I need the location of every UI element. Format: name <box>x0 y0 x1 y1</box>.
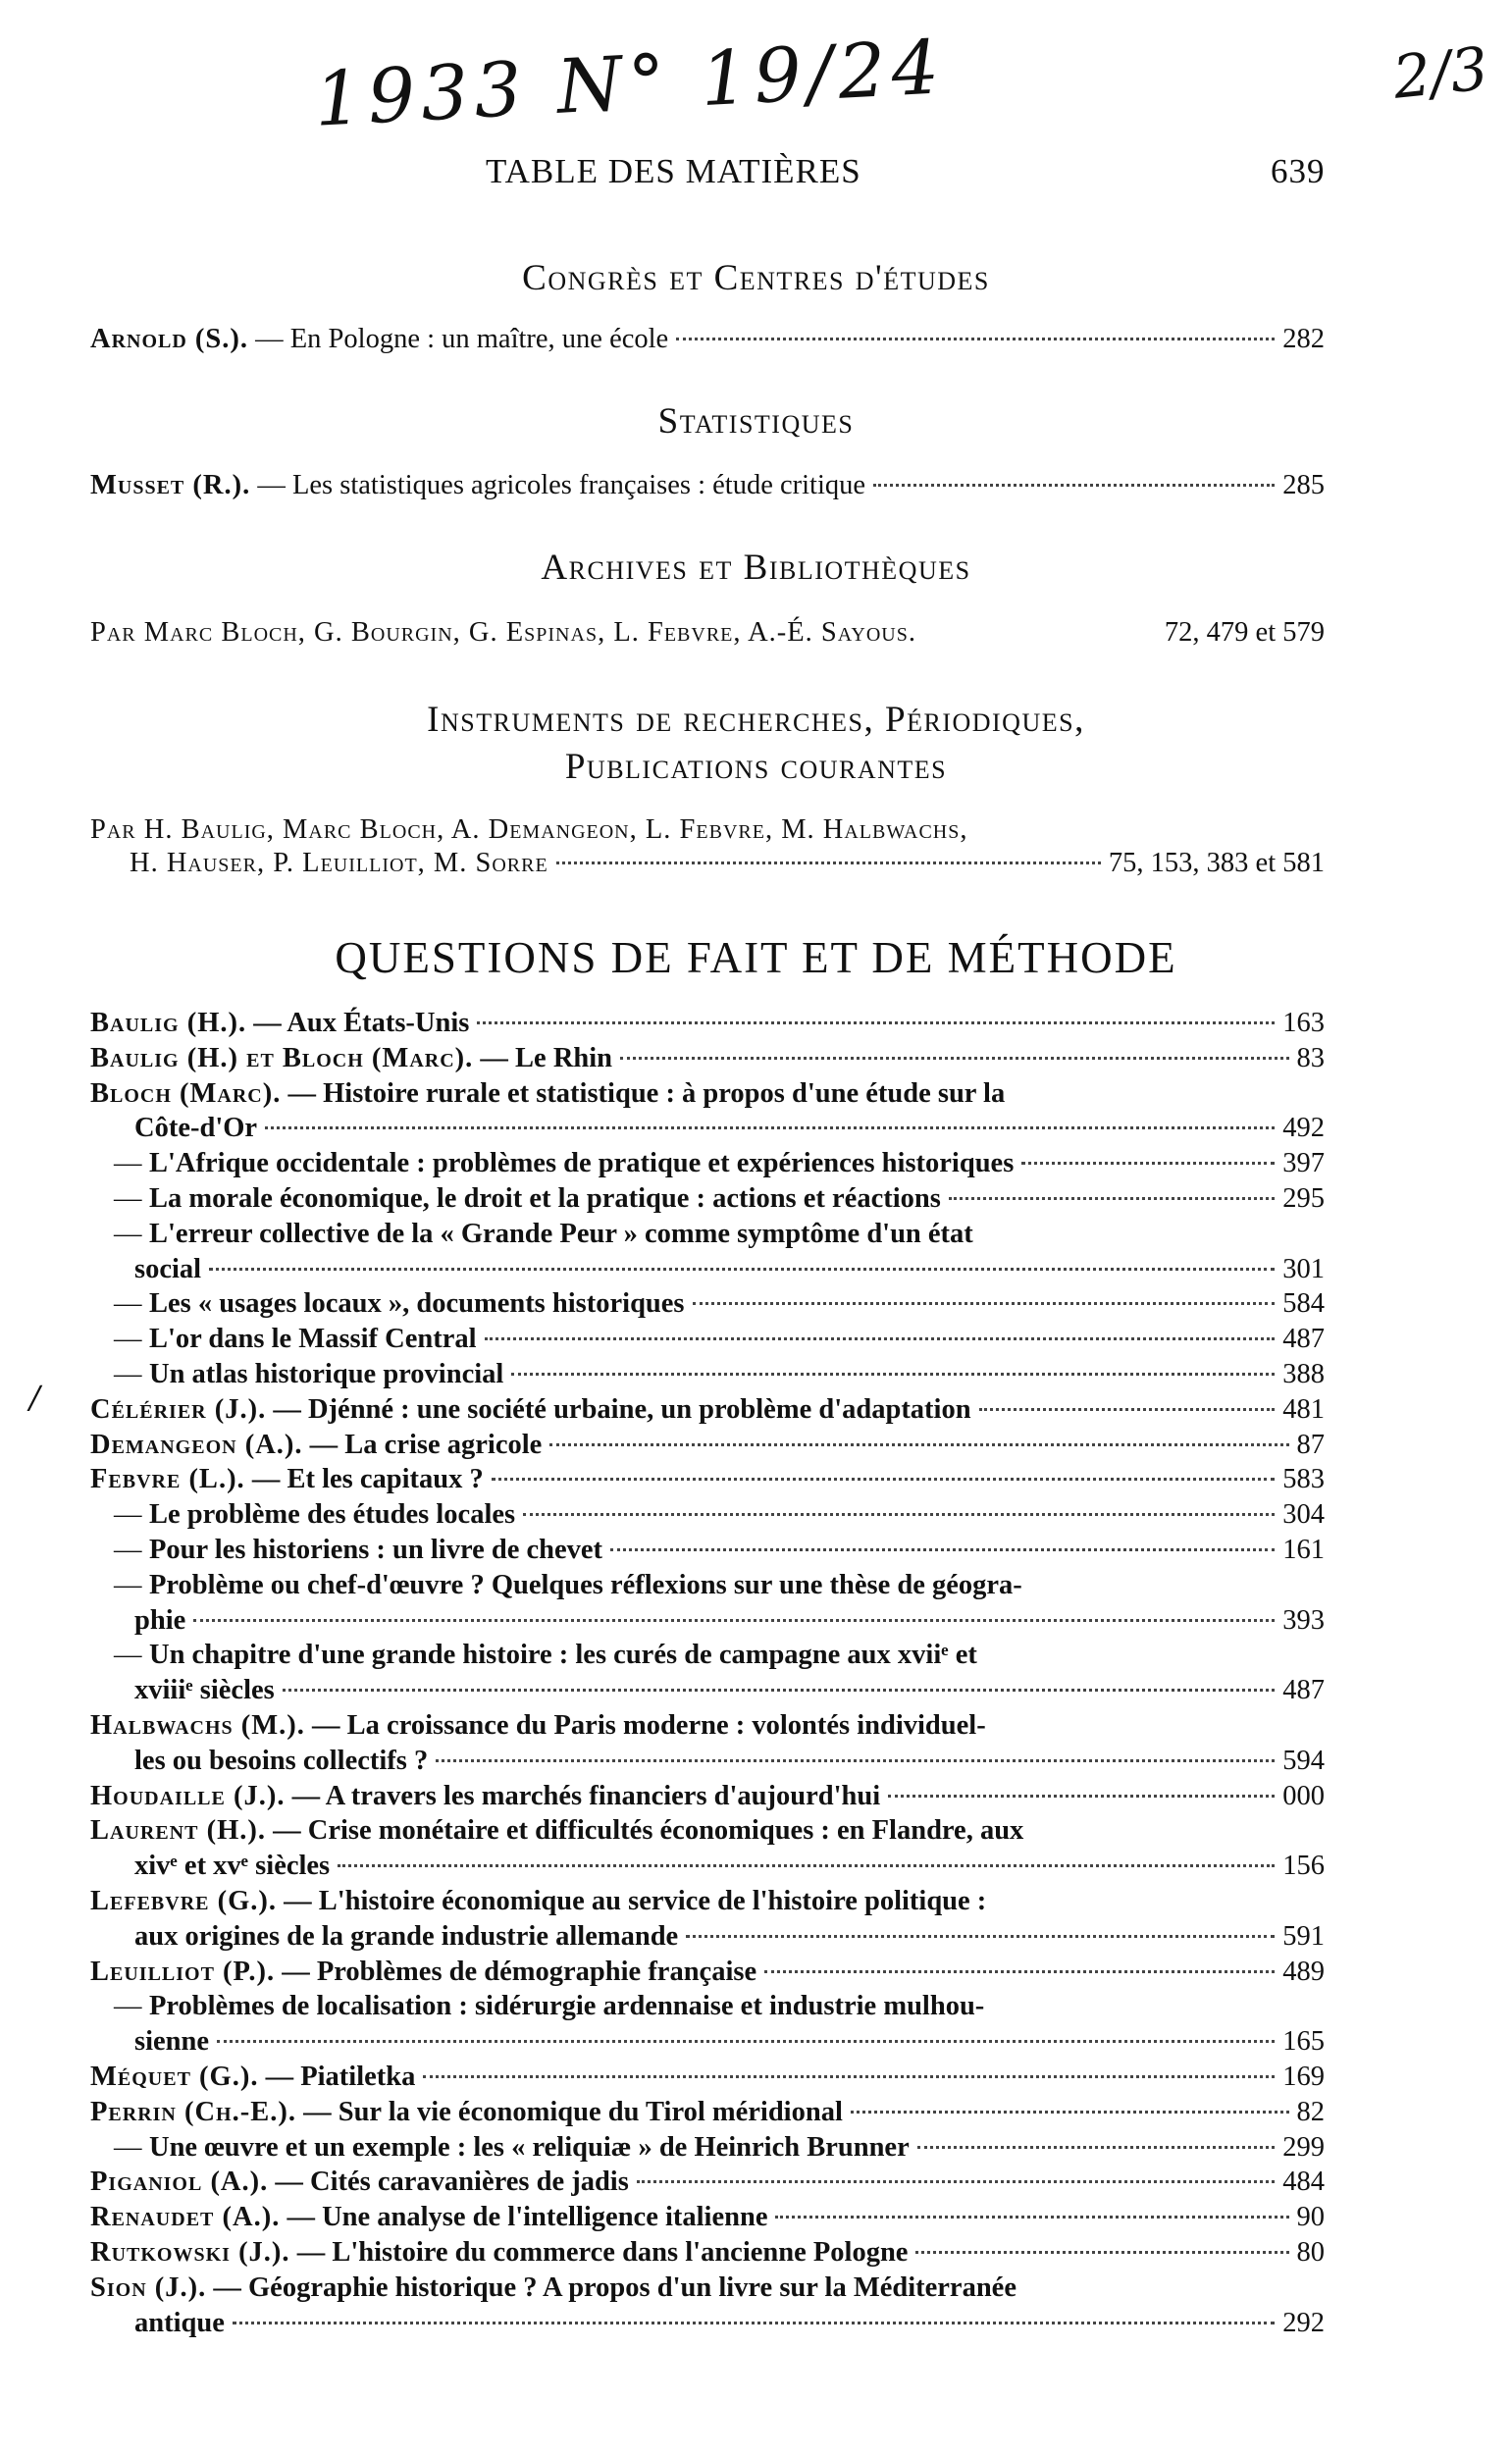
ditto-dash: — <box>114 1991 142 2022</box>
list-item <box>90 1043 1325 1074</box>
entry-title: Problèmes de localisation : sidérurgie ardennaise et industrie mulhou- <box>149 1991 985 2022</box>
entry-page: 301 <box>1282 1253 1325 1284</box>
list-item <box>90 1008 1325 1039</box>
entry-page: 000 <box>1282 1780 1325 1811</box>
list-item <box>90 1640 1325 1671</box>
list-item <box>90 1710 1325 1742</box>
entry-page: 72, 479 et 579 <box>1164 617 1325 648</box>
entry-page: 169 <box>1282 2062 1325 2092</box>
entry-title: Les « usages locaux », documents historiques <box>149 1288 685 1320</box>
handwritten-note-left: 1933 N° 19/24 <box>312 23 948 143</box>
list-item <box>90 2097 1325 2128</box>
entry-author: Halbwachs (M.). <box>90 1710 305 1741</box>
entry-page: 292 <box>1282 2307 1325 2338</box>
ditto-dash: — <box>114 1183 142 1214</box>
entry-page: 487 <box>1282 1324 1325 1355</box>
list-item <box>90 1991 1325 2022</box>
entry-title: — Géographie historique ? A propos d'un livre sur la Méditerranée <box>213 2271 1017 2303</box>
entry-page: 492 <box>1282 1113 1325 1144</box>
list-item <box>90 1359 1325 1390</box>
entry-page: 489 <box>1282 1956 1325 1987</box>
ditto-dash: — <box>114 1569 142 1600</box>
ditto-dash: — <box>114 1288 142 1320</box>
entry-title: — L'histoire économique au service de l'histoire politique : <box>284 1886 987 1916</box>
entry-author: Lefebvre (G.). <box>90 1886 277 1916</box>
entry-page: 393 <box>1282 1604 1325 1636</box>
entry-title: Une œuvre et un exemple : les « reliquiæ » de Heinrich Brunner <box>149 2131 910 2163</box>
entry-page: 83 <box>1296 1042 1325 1073</box>
list-item <box>90 1430 1325 1461</box>
list-item <box>90 2167 1325 2198</box>
section-heading-instruments-2: Publications courantes <box>564 747 948 787</box>
entry-author: Baulig (H.) et Bloch (Marc). <box>90 1042 474 1073</box>
section-heading-instruments: Instruments de recherches, Périodiques, <box>427 700 1085 740</box>
entry-page: 304 <box>1282 1499 1325 1531</box>
list-item <box>90 2202 1325 2233</box>
entry-title: — Piatiletka <box>265 2062 416 2092</box>
entry-title: — La crise agricole <box>309 1429 543 1460</box>
list-item <box>90 1464 1325 1495</box>
entry-page: 75, 153, 383 et 581 <box>1108 848 1325 878</box>
entry-title: — Aux États-Unis <box>253 1008 470 1038</box>
entry-title: Un chapitre d'une grande histoire : les curés de campagne aux xviiᵉ et <box>149 1640 977 1671</box>
entry-title: — Une analyse de l'intelligence italienne <box>287 2202 768 2233</box>
entry-contributors: Par H. Baulig, Marc Bloch, A. Demangeon, L. Febvre, M. Halbwachs, <box>90 814 968 845</box>
section-heading-congres: Congrès et Centres d'études <box>522 258 990 298</box>
entry-title: Problème ou chef-d'œuvre ? Quelques réflexions sur une thèse de géogra- <box>149 1569 1022 1600</box>
entry-title: Pour les historiens : un livre de chevet <box>149 1535 603 1565</box>
list-item <box>90 2272 1325 2304</box>
page-number: 639 <box>1271 152 1326 190</box>
entry-title: Un atlas historique provincial <box>149 1359 504 1389</box>
entry-title: — Crise monétaire et difficultés économiques : en Flandre, aux <box>273 1815 1024 1847</box>
entry-page: 591 <box>1282 1920 1325 1952</box>
entry-page: 163 <box>1282 1008 1325 1038</box>
entry-page: 87 <box>1296 1429 1325 1460</box>
ditto-dash: — <box>114 2131 142 2163</box>
ditto-dash: — <box>114 1218 142 1249</box>
entry-author: Célérier (J.). <box>90 1393 267 1425</box>
list-item <box>90 1219 1325 1250</box>
entry-contributors: H. Hauser, P. Leuilliot, M. Sorre <box>130 848 548 878</box>
list-item-continuation <box>90 1113 1325 1144</box>
list-item <box>90 1781 1325 1812</box>
entry-title: L'erreur collective de la « Grande Peur » comme symptôme d'un état <box>149 1218 973 1249</box>
list-item-continuation <box>90 1605 1325 1637</box>
entry-author: Arnold (S.). <box>90 324 249 354</box>
ditto-dash: — <box>114 1359 142 1389</box>
entry-page: 299 <box>1282 2131 1325 2163</box>
entry-page: 161 <box>1282 1535 1325 1565</box>
entry-page: 583 <box>1282 1464 1325 1495</box>
ditto-dash: — <box>114 1535 142 1565</box>
entry-title-continuation: antique <box>134 2307 225 2338</box>
entry-author: Houdaille (J.). <box>90 1780 286 1811</box>
list-item <box>90 848 1325 879</box>
entry-page: 165 <box>1282 2026 1325 2058</box>
entry-title-continuation: xivᵉ et xvᵉ siècles <box>134 1851 331 1882</box>
entry-title-continuation: aux origines de la grande industrie allemande <box>134 1920 679 1952</box>
entry-page: 594 <box>1282 1745 1325 1776</box>
entry-author: Méquet (G.). <box>90 2062 259 2092</box>
entry-page: 295 <box>1282 1183 1325 1214</box>
entry-title: — Les statistiques agricoles françaises : étude critique <box>257 470 866 500</box>
ditto-dash: — <box>114 1640 142 1671</box>
entry-author: Leuilliot (P.). <box>90 1956 276 1987</box>
entry-title: — L'histoire du commerce dans l'ancienne Pologne <box>296 2237 909 2268</box>
list-item <box>90 1815 1325 1847</box>
entry-author: Bloch (Marc). <box>90 1077 282 1109</box>
entry-author: Sion (J.). <box>90 2271 207 2303</box>
entry-title-continuation: Côte-d'Or <box>134 1113 258 1144</box>
entry-author: Rutkowski (J.). <box>90 2237 290 2268</box>
entry-author: Musset (R.). <box>90 470 251 500</box>
entry-title: L'Afrique occidentale : problèmes de pratique et expériences historiques <box>149 1148 1015 1179</box>
handwritten-note-right: 2/3 <box>1389 34 1491 113</box>
list-item <box>90 470 1325 501</box>
entry-title-continuation: xviiiᵉ siècles <box>134 1675 275 1706</box>
list-item <box>90 2132 1325 2164</box>
entry-page: 487 <box>1282 1675 1325 1706</box>
list-item-continuation <box>90 2308 1325 2339</box>
section-heading-questions: QUESTIONS DE FAIT ET DE MÉTHODE <box>335 933 1177 982</box>
entry-title: — Histoire rurale et statistique : à propos d'une étude sur la <box>287 1077 1006 1109</box>
entry-page: 584 <box>1282 1288 1325 1320</box>
entry-title: Le problème des études locales <box>149 1499 516 1531</box>
entry-title-continuation: sienne <box>134 2026 210 2058</box>
entry-title: L'or dans le Massif Central <box>149 1324 477 1355</box>
list-item-continuation <box>90 1746 1325 1777</box>
entry-author: Baulig (H.). <box>90 1008 247 1038</box>
list-item <box>90 617 1325 649</box>
entry-page: 484 <box>1282 2167 1325 2198</box>
list-item <box>90 1324 1325 1355</box>
section-heading-statistiques: Statistiques <box>657 401 855 442</box>
ditto-dash: — <box>114 1499 142 1531</box>
entry-contributors: Par Marc Bloch, G. Bourgin, G. Espinas, L. Febvre, A.-É. Sayous. <box>90 617 916 648</box>
list-item-continuation <box>90 1254 1325 1285</box>
list-item <box>90 324 1325 355</box>
entry-page: 388 <box>1282 1359 1325 1389</box>
ditto-dash: — <box>114 1148 142 1179</box>
ditto-dash: — <box>114 1324 142 1355</box>
entry-title: — Problèmes de démographie française <box>282 1956 757 1987</box>
entry-page: 481 <box>1282 1393 1325 1425</box>
list-item <box>90 1570 1325 1601</box>
list-item <box>90 1148 1325 1179</box>
entry-author: Renaudet (A.). <box>90 2202 281 2233</box>
entry-author: Febvre (L.). <box>90 1464 245 1495</box>
list-item-continuation <box>90 1675 1325 1706</box>
entry-page: 397 <box>1282 1148 1325 1179</box>
entry-title: — Sur la vie économique du Tirol méridional <box>303 2096 843 2127</box>
list-item-continuation <box>90 1921 1325 1953</box>
entry-title: La morale économique, le droit et la pratique : actions et réactions <box>149 1183 941 1214</box>
entry-page: 282 <box>1282 324 1325 354</box>
list-item <box>90 1886 1325 1917</box>
list-item <box>90 1499 1325 1531</box>
entry-page: 90 <box>1296 2202 1325 2233</box>
list-item <box>90 2237 1325 2269</box>
list-item <box>90 2062 1325 2093</box>
entry-author: Demangeon (A.). <box>90 1429 303 1460</box>
list-item <box>90 1078 1325 1110</box>
list-item <box>90 1288 1325 1320</box>
section-heading-archives: Archives et Bibliothèques <box>541 548 971 588</box>
entry-title-continuation: phie <box>134 1604 186 1636</box>
list-item <box>90 1535 1325 1566</box>
entry-title: — En Pologne : un maître, une école <box>255 324 669 354</box>
entry-page: 80 <box>1296 2237 1325 2268</box>
entry-page: 82 <box>1296 2096 1325 2127</box>
entry-page: 156 <box>1282 1851 1325 1882</box>
list-item-continuation <box>90 2026 1325 2058</box>
entry-title: — La croissance du Paris moderne : volontés individuel- <box>312 1710 986 1741</box>
list-item-continuation <box>90 1851 1325 1882</box>
entry-title: — Cités caravanières de jadis <box>275 2167 629 2198</box>
entry-title: — Djénné : une société urbaine, un problème d'adaptation <box>273 1393 971 1425</box>
margin-mark: / <box>29 1379 40 1416</box>
entry-page: 285 <box>1282 470 1325 500</box>
entry-title-continuation: social <box>134 1253 202 1284</box>
list-item <box>90 1957 1325 1988</box>
entry-title-continuation: les ou besoins collectifs ? <box>134 1745 429 1776</box>
entry-title: — A travers les marchés financiers d'aujourd'hui <box>291 1780 881 1811</box>
list-item <box>90 1394 1325 1426</box>
entry-title: — Le Rhin <box>480 1042 613 1073</box>
list-item <box>90 1183 1325 1215</box>
entry-author: Laurent (H.). <box>90 1815 266 1847</box>
page-title: TABLE DES MATIÈRES <box>486 152 861 190</box>
entry-author: Perrin (Ch.-E.). <box>90 2096 296 2127</box>
entry-title: — Et les capitaux ? <box>251 1464 484 1495</box>
entry-author: Piganiol (A.). <box>90 2167 269 2198</box>
